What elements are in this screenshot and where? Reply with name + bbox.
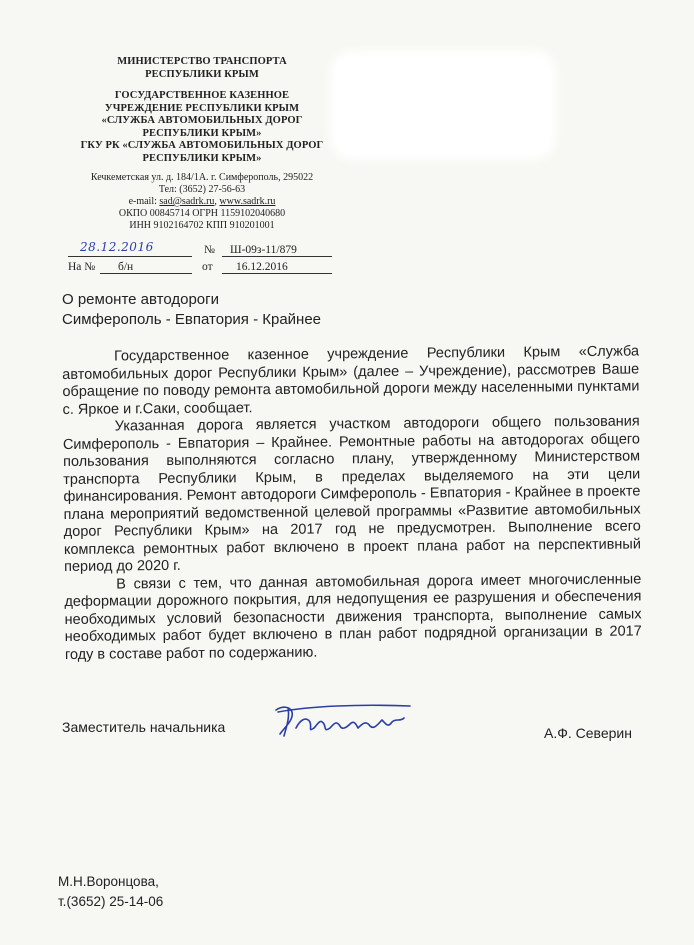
number-label: № bbox=[204, 244, 215, 256]
outgoing-date: 28.12.2016 bbox=[80, 240, 154, 254]
ref-date: 16.12.2016 bbox=[236, 261, 288, 273]
org-line-1: ГОСУДАРСТВЕННОЕ КАЗЕННОЕ bbox=[114, 90, 290, 101]
body-paragraph-2: Указанная дорога является участком автодороги общего пользования Симферополь - Евпатория – Крайнее. Ремонтные работы на автодорогах общего пользования выполняются согласно плану, утвержденному Министерством транспорта Республики Крым, в пределах выделяемого на эти цели финансирования. Ремонт автодороги Симферополь - Евпатория - Крайнее в проекте плана мероприятий ведомственной целевой программы «Развитие автомобильных дорог Республики Крым» на 2017 год не предусмотрен. Выполнение всего комплекса ремонтных работ включено в проект плана работ на перспективный период до 2020 г. bbox=[62, 413, 641, 575]
body-paragraph-3: В связи с тем, что данная автомобильная дорога имеет многочисленные деформации дорожного покрытия, для недопущения ее разрушения и обеспечения необходимых условий безопасности движения транспорта, выполнение самых необходимых работ будет включено в план работ подрядной организации в 2017 году в составе работ по содержанию. bbox=[64, 570, 642, 663]
email-line bbox=[62, 196, 342, 208]
org-line-3: «СЛУЖБА АВТОМОБИЛЬНЫХ ДОРОГ bbox=[101, 115, 303, 126]
signer-name: А.Ф. Северин bbox=[544, 725, 632, 741]
letter-body bbox=[62, 343, 642, 664]
email-prefix: e-mail: bbox=[128, 196, 160, 207]
handwritten-signature bbox=[270, 698, 420, 742]
okpo-ogrn: ОКПО 00845714 ОГРН 1159102040680 bbox=[118, 208, 286, 219]
org-short-line-1: ГКУ РК «СЛУЖБА АВТОМОБИЛЬНЫХ ДОРОГ bbox=[80, 140, 324, 151]
ref-number: б/н bbox=[118, 261, 134, 273]
org-line-2: УЧРЕЖДЕНИЕ РЕСПУБЛИКИ КРЫМ bbox=[104, 102, 300, 114]
contact-block bbox=[62, 172, 342, 232]
body-paragraph-1: Государственное казенное учреждение Республики Крым «Служба автомобильных дорог Республики Крым» (далее – Учреждение), рассмотрев Ваше обращение по поводу ремонта автомобильной дороги между населенными пунктами с. Яркое и г.Саки, сообщает. bbox=[62, 343, 640, 418]
subject-line-1: О ремонте автодороги bbox=[62, 291, 219, 308]
outgoing-number: Ш-09з-11/879 bbox=[230, 244, 297, 256]
executor-block bbox=[58, 872, 163, 912]
org-line-4: РЕСПУБЛИКИ КРЫМ» bbox=[142, 127, 262, 139]
email-link[interactable]: sad@sadrk.ru bbox=[159, 196, 215, 207]
letter-subject bbox=[62, 290, 462, 330]
address: Кечкеметская ул. д. 184/1А. г. Симферополь, 295022 bbox=[90, 172, 314, 183]
inn-kpp: ИНН 9102164702 КПП 910201001 bbox=[129, 220, 275, 231]
website-link[interactable]: www.sadrk.ru bbox=[219, 196, 276, 207]
from-label: от bbox=[202, 261, 213, 273]
ministry-line-2: РЕСПУБЛИКИ КРЫМ bbox=[145, 68, 259, 80]
email-separator: , bbox=[214, 196, 220, 207]
phone: Тел: (3652) 27-56-63 bbox=[158, 184, 246, 195]
letterhead bbox=[62, 56, 342, 232]
org-short-line-2: РЕСПУБЛИКИ КРЫМ» bbox=[142, 152, 262, 164]
subject-line-2: Симферополь - Евпатория - Крайнее bbox=[62, 311, 322, 328]
redacted-addressee bbox=[336, 56, 550, 154]
executor-phone: т.(3652) 25-14-06 bbox=[58, 894, 164, 909]
executor-name: М.Н.Воронцова, bbox=[58, 874, 159, 889]
ministry-line-1: МИНИСТЕРСТВО ТРАНСПОРТА bbox=[117, 56, 287, 67]
ref-label: На № bbox=[68, 261, 96, 273]
signer-title: Заместитель начальника bbox=[62, 719, 226, 735]
